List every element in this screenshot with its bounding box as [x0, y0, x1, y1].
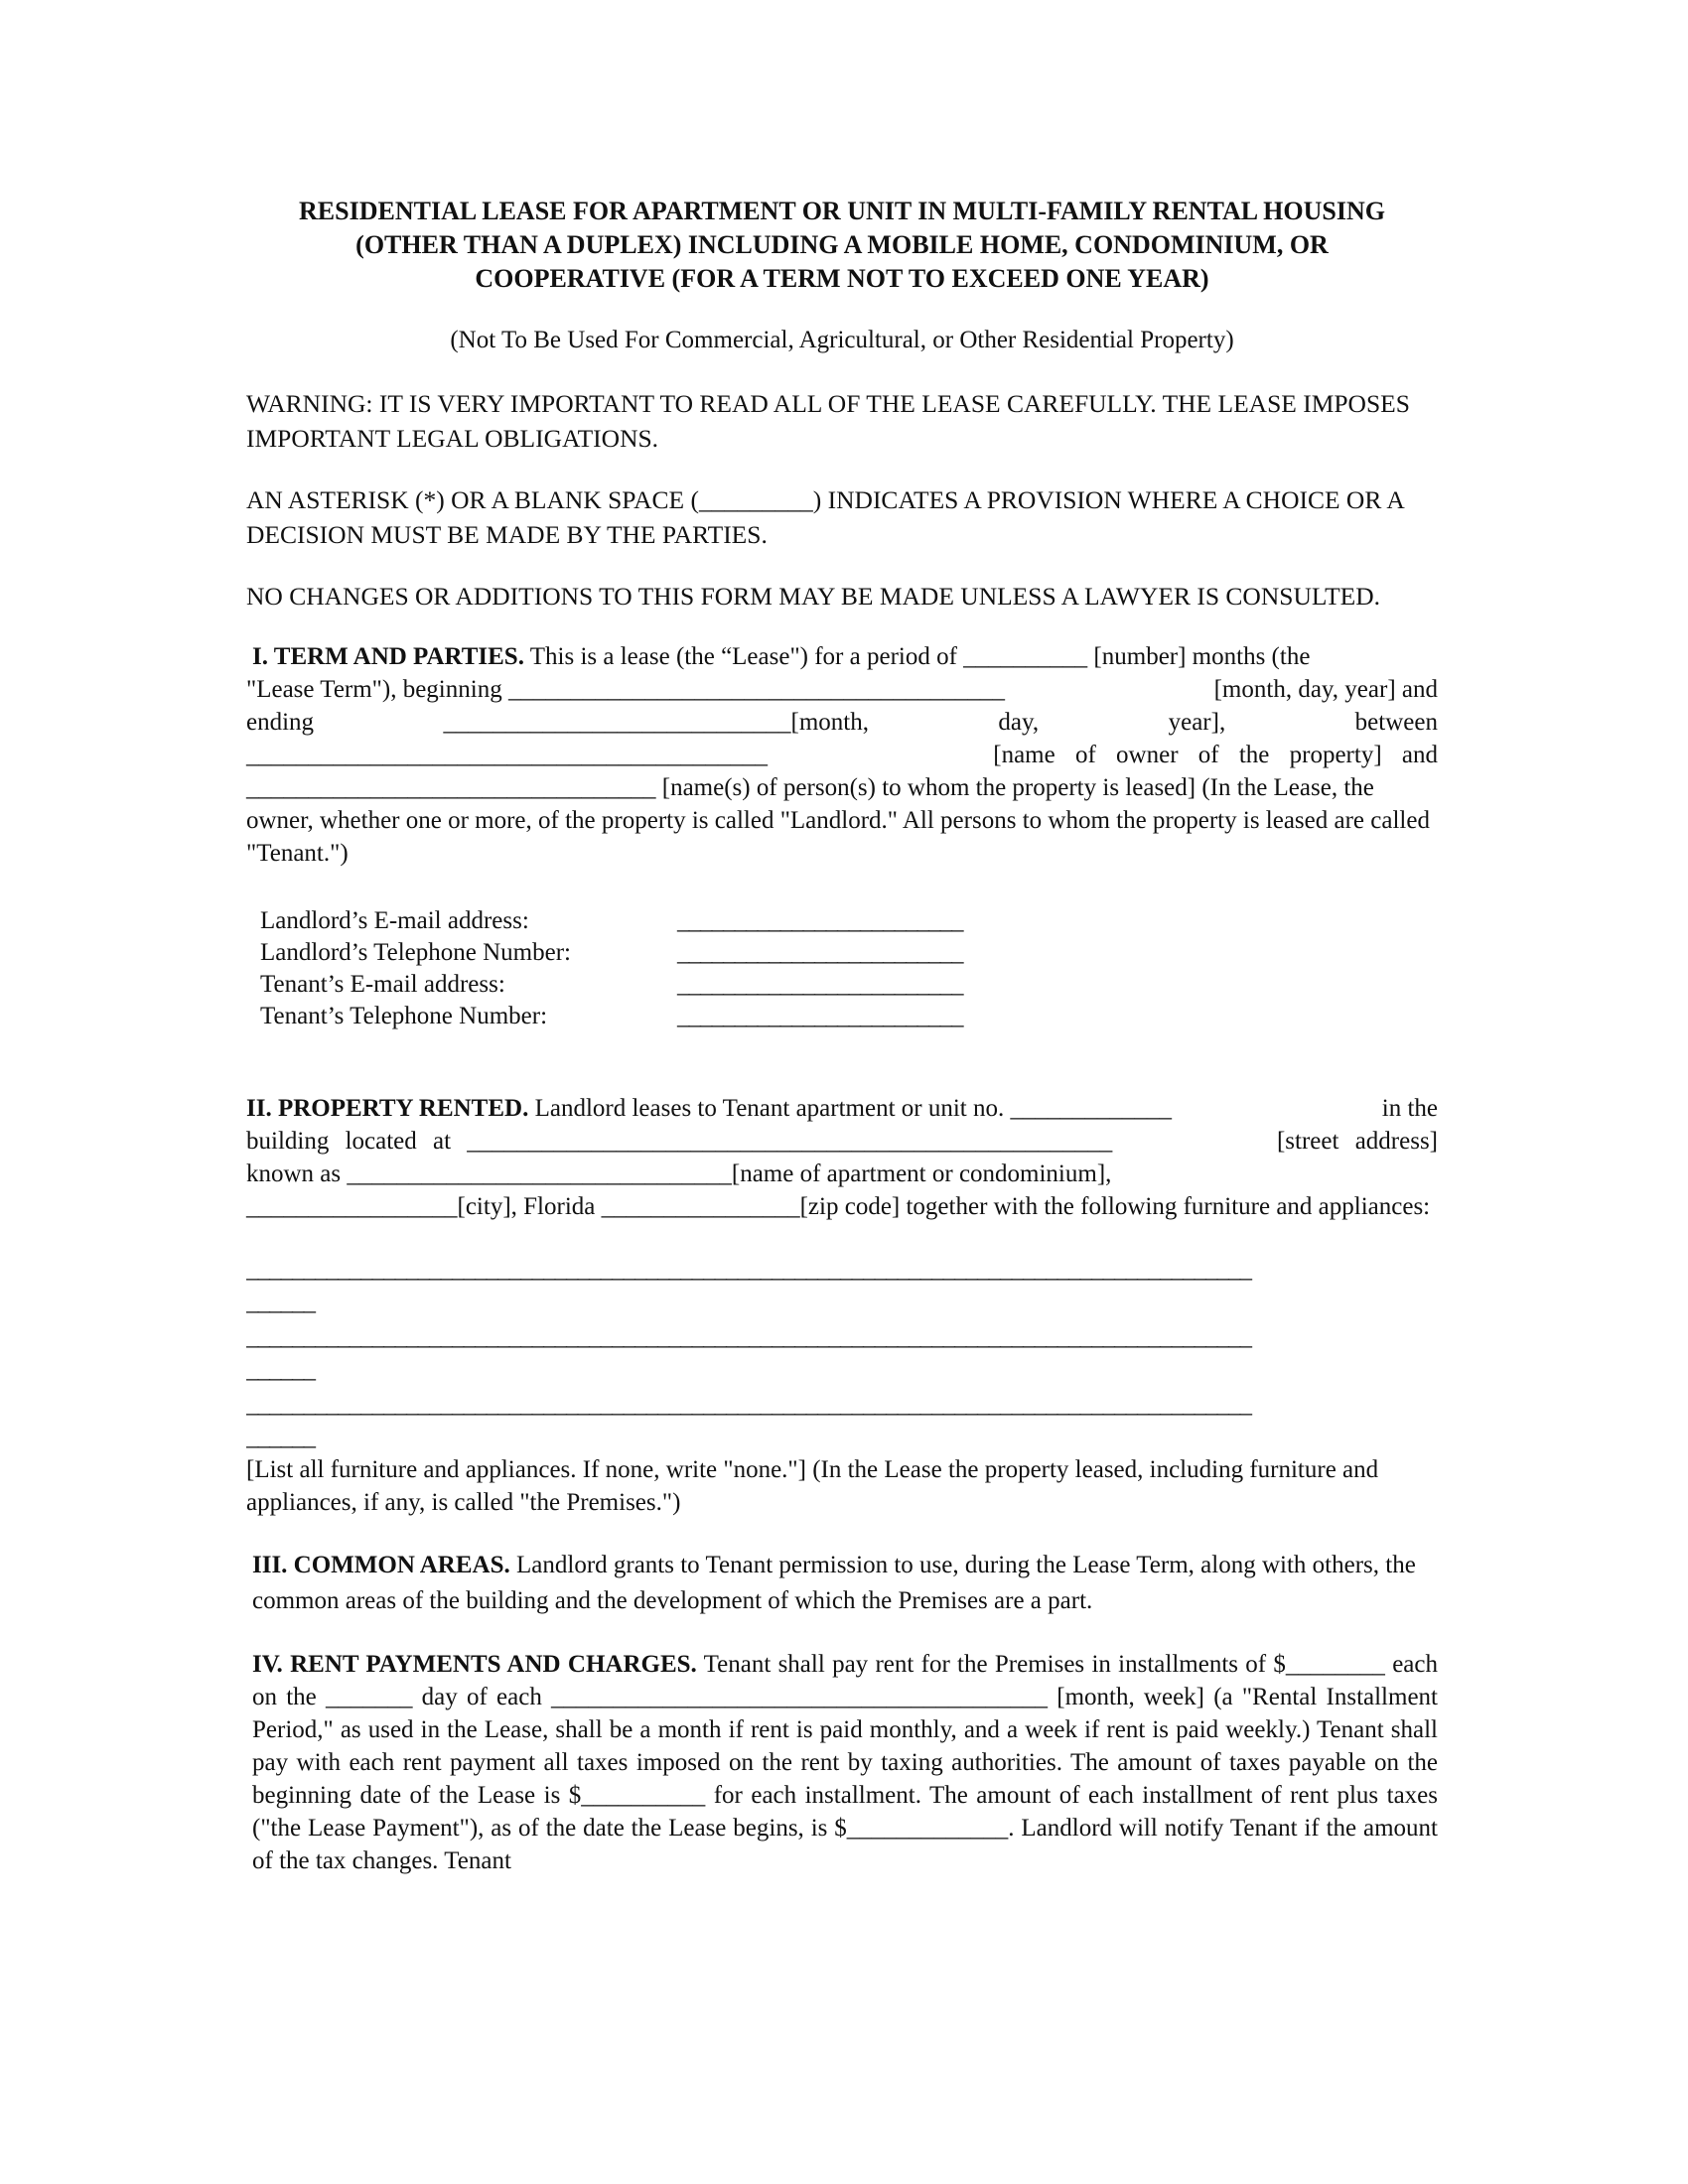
document-title [246, 195, 1438, 296]
tenant-phone-row [260, 1001, 1438, 1032]
section-rent-payments [246, 1648, 1438, 1877]
section-4-heading: IV. RENT PAYMENTS AND CHARGES. [252, 1651, 697, 1678]
tenant-email-row [260, 969, 1438, 1001]
section-1-line-2b: [month, day, year] and [1213, 676, 1438, 703]
section-2-line-3: known as _______________________________[name of apartment or condominium], [246, 1160, 1112, 1187]
section-1-line-3a: ending [246, 709, 315, 736]
section-2-line-2a: building located at ____________________________________________________ [246, 1128, 1113, 1155]
furniture-line-1[interactable]: ________________________________________________________________________________________ [246, 1256, 1251, 1283]
landlord-email-row [260, 905, 1438, 937]
furniture-line-3-tail[interactable]: ______ [246, 1424, 315, 1450]
landlord-phone-label: Landlord’s Telephone Number: [260, 939, 571, 966]
section-1-line-3c: day, [998, 709, 1040, 736]
section-1-line-4a: __________________________________________ [246, 742, 768, 768]
section-1-heading: I. TERM AND PARTIES. [252, 643, 524, 670]
contact-fields [260, 905, 1438, 1032]
landlord-email-field[interactable]: _________________________ [677, 907, 963, 934]
tenant-phone-field[interactable]: _________________________ [677, 1003, 963, 1029]
landlord-phone-field[interactable]: _________________________ [677, 939, 963, 966]
furniture-list-note: [List all furniture and appliances. If none, write "none."] (In the Lease the property leased, including furniture and appliances, if any, is called "the Premises.") [246, 1456, 1379, 1516]
section-1-line-3b: ____________________________[month, [443, 709, 869, 736]
furniture-line-2[interactable]: ________________________________________________________________________________________ [246, 1323, 1251, 1350]
section-2-line-1b: in the [1381, 1095, 1438, 1122]
section-2-heading: II. PROPERTY RENTED. [246, 1095, 529, 1122]
section-term-and-parties [246, 640, 1438, 1032]
section-2-line-4: _________________[city], Florida ________________[zip code] together with the following furniture and appliances: [246, 1193, 1431, 1220]
document-subtitle: (Not To Be Used For Commercial, Agricultural, or Other Residential Property) [450, 327, 1234, 353]
lease-document [246, 195, 1438, 1877]
section-property-rented [246, 1092, 1438, 1519]
section-4-text: Tenant shall pay rent for the Premises in installments of $________ each on the _______ day of each ________________________________________ [month, week] (a "Rental Installment Period," as used in the Lease, shall be a month if rent is paid monthly, and a week if rent is paid weekly.) Tenant shall pay with each rent payment all taxes imposed on the rent by taxing authorities. The amount of taxes payable on the beginning date of the Lease is $__________ for each installment. The amount of each installment of rent plus taxes ("the Lease Payment"), as of the date the Lease begins, is $_____________. Landlord will notify Tenant if the amount of the tax changes. Tenant [252, 1651, 1438, 1874]
section-1-line-3d: year], [1168, 709, 1226, 736]
furniture-list-lines[interactable] [246, 1253, 1438, 1453]
section-3-heading: III. COMMON AREAS. [252, 1552, 510, 1578]
section-3-text: Landlord grants to Tenant permission to use, during the Lease Term, along with others, the common areas of the building and the development of which the Premises are a part. [252, 1552, 1416, 1614]
section-1-line-4b: [name of owner of the property] and [993, 742, 1438, 768]
warning-asterisk: AN ASTERISK (*) OR A BLANK SPACE (_________) INDICATES A PROVISION WHERE A CHOICE OR A DECISION MUST BE MADE BY THE PARTIES. [246, 485, 1404, 549]
landlord-phone-row [260, 937, 1438, 969]
title-line-2: (OTHER THAN A DUPLEX) INCLUDING A MOBILE HOME, CONDOMINIUM, OR [355, 230, 1329, 259]
furniture-line-3[interactable]: ________________________________________________________________________________________ [246, 1391, 1251, 1418]
landlord-email-label: Landlord’s E-mail address: [260, 907, 529, 934]
warning-no-changes: NO CHANGES OR ADDITIONS TO THIS FORM MAY BE MADE UNLESS A LAWYER IS CONSULTED. [246, 582, 1381, 611]
furniture-line-1-tail[interactable]: ______ [246, 1289, 315, 1315]
tenant-email-field[interactable]: _________________________ [677, 971, 963, 998]
furniture-line-2-tail[interactable]: ______ [246, 1356, 315, 1383]
section-2-line-2b: [street address] [1276, 1128, 1438, 1155]
title-line-3: COOPERATIVE (FOR A TERM NOT TO EXCEED ONE YEAR) [475, 264, 1209, 293]
tenant-phone-label: Tenant’s Telephone Number: [260, 1003, 548, 1029]
section-common-areas [246, 1548, 1438, 1619]
warning-read-carefully: WARNING: IT IS VERY IMPORTANT TO READ ALL OF THE LEASE CAREFULLY. THE LEASE IMPOSES IMPORTANT LEGAL OBLIGATIONS. [246, 389, 1410, 453]
title-line-1: RESIDENTIAL LEASE FOR APARTMENT OR UNIT IN MULTI-FAMILY RENTAL HOUSING [299, 197, 1385, 225]
section-2-line-1a: Landlord leases to Tenant apartment or unit no. _____________ [534, 1095, 1172, 1122]
section-1-line-5: _________________________________ [name(s) of person(s) to whom the property is leased] (In the Lease, the owner, whether one or more, of the property is called "Landlord." All persons to whom the property is leased are called "Tenant.") [246, 774, 1430, 867]
section-1-line-2a: "Lease Term"), beginning ________________________________________ [246, 676, 1005, 703]
tenant-email-label: Tenant’s E-mail address: [260, 971, 505, 998]
section-1-line-1: This is a lease (the “Lease") for a period of __________ [number] months (the [529, 643, 1311, 670]
section-1-line-3e: between [1354, 709, 1438, 736]
